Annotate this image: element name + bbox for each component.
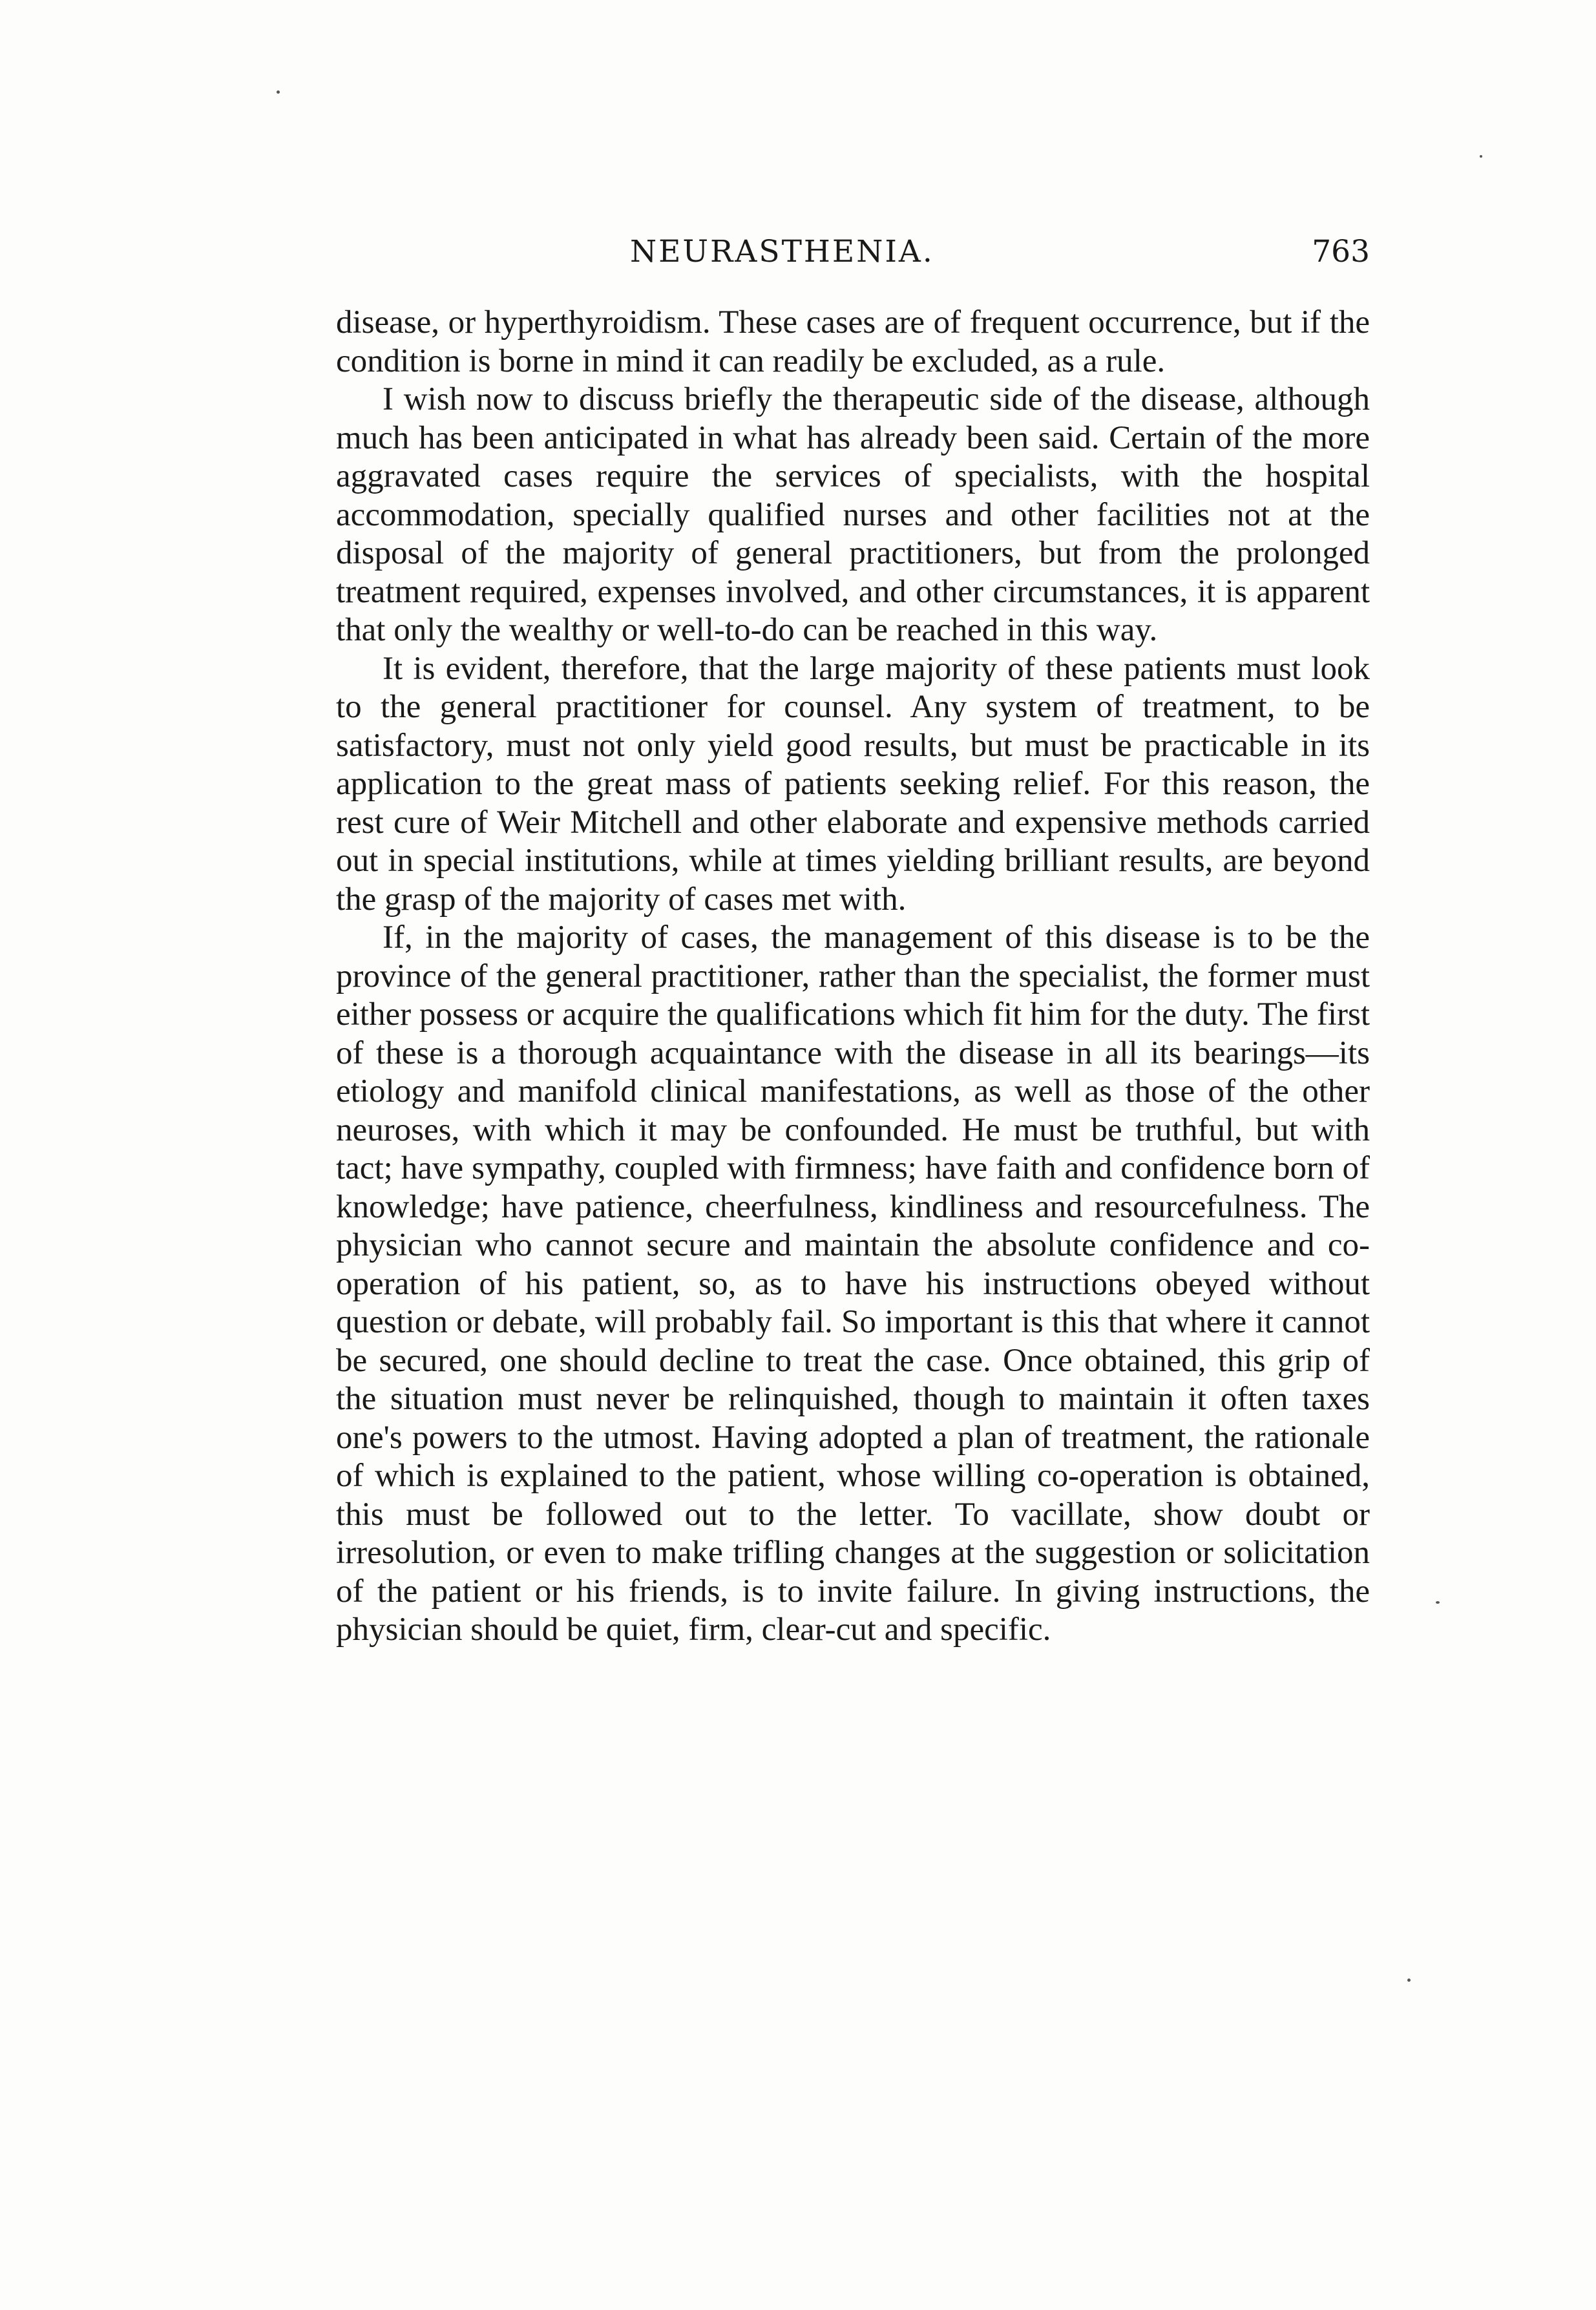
- body-text: [336, 304, 1370, 1650]
- scan-speck: [1436, 1601, 1440, 1604]
- paragraph: It is evident, therefore, that the large majority of these patients must look to the general practitioner for counsel. Any system of treatment, to be satisfactory, must not only yield good results, but must be practicable in its application to the great mass of patients seeking relief. For this reason, the rest cure of Weir Mitchell and other elaborate and expensive methods carried out in special institutions, while at times yielding brilliant results, are beyond the grasp of the majority of cases met with.: [336, 650, 1370, 918]
- scan-speck: [277, 90, 280, 94]
- page-header: [336, 234, 1370, 279]
- scan-speck: [1480, 155, 1482, 158]
- paragraph: If, in the majority of cases, the management of this disease is to be the province of the general practitioner, rather than the specialist, the former must either possess or acquire the qualifications which fit him for the duty. The first of these is a thorough acquaintance with the disease in all its bearings—its etiology and manifold clinical manifestations, as well as those of the other neuroses, with which it may be confounded. He must be truthful, but with tact; have sympathy, coupled with firmness; have faith and confidence born of knowledge; have patience, cheerfulness, kindliness and resourcefulness. The physician who cannot secure and maintain the absolute confidence and co-operation of his patient, so, as to have his instructions obeyed without question or debate, will probably fail. So important is this that where it cannot be secured, one should decline to treat the case. Once obtained, this grip of the situation must never be relinquished, though to maintain it often taxes one's powers to the utmost. Having adopted a plan of treatment, the rationale of which is explained to the patient, whose willing co-operation is obtained, this must be followed out to the letter. To vacillate, show doubt or irresolution, or even to make trifling changes at the suggestion or solicitation of the patient or his friends, is to invite failure. In giving instructions, the physician should be quiet, firm, clear-cut and specific.: [336, 919, 1370, 1648]
- running-title: NEURASTHENIA.: [630, 234, 934, 269]
- paragraph: disease, or hyperthyroidism. These cases are of frequent occurrence, but if the condition is borne in mind it can readily be excluded, as a rule.: [336, 304, 1370, 379]
- paragraph: I wish now to discuss briefly the therapeutic side of the disease, although much has been anticipated in what has already been said. Certain of the more aggravated cases require the services of specialists, with the hospital accommodation, specially qualified nurses and other facilities not at the disposal of the majority of general practitioners, but from the prolonged treatment required, expenses involved, and other circumstances, it is apparent that only the wealthy or well-to-do can be reached in this way.: [336, 381, 1370, 648]
- page-number: 763: [1312, 234, 1370, 269]
- scan-speck: [1407, 1979, 1411, 1982]
